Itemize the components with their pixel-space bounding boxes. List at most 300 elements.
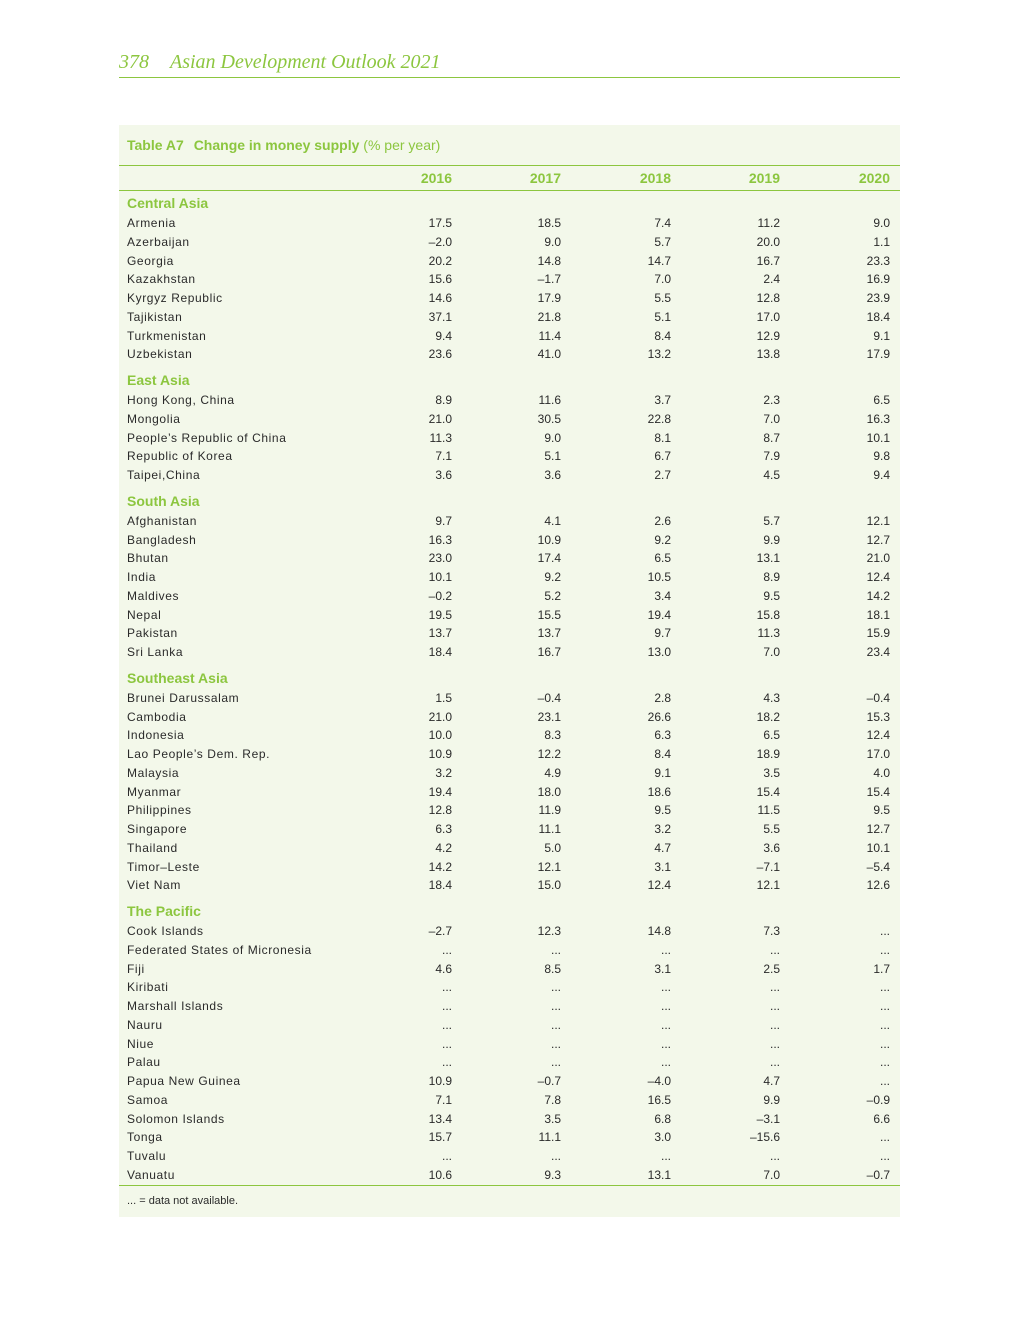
- value-cell: 9.5: [763, 588, 780, 603]
- value-cell: 14.7: [647, 253, 671, 268]
- table-row: [119, 430, 900, 448]
- table-caption: [127, 137, 440, 153]
- country-name: Fiji: [127, 961, 145, 976]
- value-cell: 17.0: [866, 747, 890, 761]
- value-cell: ...: [441, 1017, 452, 1032]
- value-cell: 9.4: [873, 468, 890, 482]
- value-cell: 6.3: [654, 728, 671, 743]
- value-cell: 12.6: [866, 878, 890, 893]
- value-cell: –0.4: [537, 690, 561, 705]
- value-cell: 4.1: [544, 513, 561, 528]
- country-name: Kiribati: [127, 980, 169, 995]
- country-name: Pakistan: [127, 626, 178, 641]
- value-cell: 6.8: [654, 1111, 671, 1126]
- value-cell: 8.4: [654, 328, 671, 343]
- table-row: [119, 513, 900, 531]
- value-cell: 12.1: [537, 859, 561, 874]
- table-row: [119, 821, 900, 839]
- value-cell: 20.2: [428, 253, 452, 268]
- value-cell: 6.5: [763, 728, 780, 743]
- value-cell: 23.0: [428, 551, 452, 566]
- table-bottom-rule: [119, 1185, 900, 1186]
- value-cell: 12.4: [866, 728, 890, 743]
- region-heading: The Pacific: [127, 903, 201, 919]
- value-cell: 10.6: [428, 1167, 452, 1182]
- value-cell: 16.7: [537, 645, 561, 659]
- value-cell: 9.4: [435, 328, 452, 343]
- table-row: [119, 1092, 900, 1110]
- value-cell: 2.7: [654, 468, 671, 482]
- value-cell: 6.3: [435, 822, 452, 836]
- value-cell: 8.5: [544, 961, 561, 976]
- table-row: [119, 1129, 900, 1147]
- value-cell: 4.2: [435, 840, 452, 855]
- table-row: [119, 271, 900, 289]
- value-cell: 16.9: [866, 272, 890, 287]
- value-cell: ...: [550, 999, 561, 1013]
- value-cell: ...: [441, 980, 452, 995]
- value-cell: –1.7: [537, 272, 561, 287]
- value-cell: 26.6: [647, 709, 671, 724]
- table-row: [119, 923, 900, 941]
- publication-title: Asian Development Outlook 2021: [170, 51, 441, 73]
- table-row: [119, 998, 900, 1016]
- footnote: ... = data not available.: [127, 1195, 238, 1207]
- value-cell: 22.8: [647, 411, 671, 426]
- value-cell: 7.0: [763, 1167, 780, 1182]
- value-cell: 18.5: [537, 216, 561, 230]
- value-cell: 15.4: [756, 784, 780, 799]
- value-cell: ...: [879, 980, 890, 995]
- value-cell: 12.1: [756, 878, 780, 893]
- value-cell: 14.2: [866, 588, 890, 603]
- table-panel: [119, 125, 900, 1217]
- table-row: [119, 840, 900, 858]
- table-row: [119, 1073, 900, 1091]
- value-cell: ...: [550, 1055, 561, 1070]
- country-name: Niue: [127, 1036, 155, 1051]
- value-cell: 1.1: [873, 234, 890, 249]
- value-cell: ...: [441, 942, 452, 957]
- table-title: Change in money supply: [193, 137, 360, 153]
- value-cell: 5.5: [654, 291, 671, 305]
- value-cell: 4.7: [763, 1074, 780, 1088]
- page-header: [119, 50, 900, 78]
- value-cell: 12.8: [756, 291, 780, 305]
- value-cell: ...: [879, 1017, 890, 1032]
- table-row: [119, 290, 900, 308]
- year-header: 2019: [748, 170, 780, 186]
- value-cell: 6.5: [654, 551, 671, 566]
- region-heading: Southeast Asia: [127, 669, 228, 686]
- value-cell: 11.6: [538, 393, 561, 407]
- value-cell: –0.7: [537, 1074, 561, 1088]
- value-cell: 4.6: [435, 961, 452, 976]
- table-row: [119, 727, 900, 745]
- table-row: [119, 1036, 900, 1054]
- value-cell: 2.8: [654, 690, 671, 705]
- year-header: 2018: [639, 170, 671, 186]
- year-header: 2017: [529, 170, 561, 186]
- value-cell: 13.1: [756, 551, 780, 566]
- value-cell: 15.3: [866, 709, 890, 724]
- value-cell: 12.1: [866, 513, 890, 528]
- table-row: [119, 1054, 900, 1072]
- value-cell: 20.0: [756, 234, 780, 249]
- value-cell: 10.0: [428, 728, 452, 743]
- value-cell: 10.5: [647, 570, 671, 584]
- table-row: [119, 588, 900, 606]
- value-cell: 11.1: [538, 822, 561, 836]
- value-cell: 12.3: [537, 924, 561, 938]
- table-row: [119, 644, 900, 662]
- value-cell: ...: [879, 1036, 890, 1051]
- country-name: Solomon Islands: [127, 1111, 225, 1126]
- table-row: [119, 532, 900, 550]
- country-name: Thailand: [127, 840, 178, 855]
- country-name: Tajikistan: [127, 309, 183, 324]
- value-cell: ...: [769, 942, 780, 957]
- value-cell: ...: [660, 1036, 671, 1051]
- value-cell: 5.1: [544, 449, 561, 464]
- country-name: Bangladesh: [127, 532, 197, 547]
- table-row: [119, 877, 900, 895]
- value-cell: ...: [550, 1036, 561, 1051]
- value-cell: 8.9: [435, 393, 452, 407]
- country-name: Marshall Islands: [127, 999, 224, 1013]
- value-cell: 5.7: [654, 234, 671, 249]
- table-row: [119, 961, 900, 979]
- value-cell: 12.7: [866, 532, 890, 547]
- table-row: [119, 309, 900, 327]
- country-name: Myanmar: [127, 784, 182, 799]
- value-cell: 13.1: [647, 1167, 671, 1182]
- value-cell: 9.8: [873, 449, 890, 464]
- value-cell: 19.4: [428, 784, 452, 799]
- value-cell: 11.3: [757, 626, 780, 641]
- value-cell: 41.0: [537, 347, 561, 362]
- value-cell: 10.1: [866, 430, 890, 445]
- country-name: Kazakhstan: [127, 272, 196, 287]
- table-row: [119, 1111, 900, 1129]
- table-row: [119, 467, 900, 485]
- country-name: Papua New Guinea: [127, 1074, 241, 1088]
- value-cell: ...: [441, 1149, 452, 1163]
- value-cell: 7.8: [544, 1092, 561, 1107]
- country-name: Philippines: [127, 803, 192, 818]
- value-cell: ...: [879, 1149, 890, 1163]
- country-name: Singapore: [127, 822, 188, 836]
- country-name: Bhutan: [127, 551, 169, 566]
- value-cell: 14.8: [647, 924, 671, 938]
- value-cell: ...: [769, 1017, 780, 1032]
- value-cell: 7.0: [763, 645, 780, 659]
- table-row: [119, 607, 900, 625]
- value-cell: –0.4: [866, 690, 890, 705]
- country-name: Turkmenistan: [127, 328, 207, 343]
- value-cell: 10.1: [428, 570, 452, 584]
- table-unit: (% per year): [363, 137, 441, 153]
- value-cell: 3.1: [654, 859, 671, 874]
- table-row: [119, 765, 900, 783]
- value-cell: ...: [879, 924, 890, 938]
- value-cell: ...: [769, 1149, 780, 1163]
- value-cell: 18.9: [756, 747, 780, 761]
- value-cell: 18.6: [647, 784, 671, 799]
- value-cell: 9.0: [873, 216, 890, 230]
- country-name: Taipei,China: [127, 468, 201, 482]
- country-name: Afghanistan: [127, 513, 197, 528]
- value-cell: 9.7: [654, 626, 671, 641]
- table-row: [119, 234, 900, 252]
- value-cell: 7.0: [654, 272, 671, 287]
- table-row: [119, 411, 900, 429]
- value-cell: 3.5: [544, 1111, 561, 1126]
- country-name: Vanuatu: [127, 1167, 176, 1182]
- value-cell: 21.0: [428, 411, 452, 426]
- value-cell: ...: [879, 999, 890, 1013]
- value-cell: –2.7: [428, 924, 452, 938]
- value-cell: 23.9: [866, 291, 890, 305]
- value-cell: 19.4: [647, 607, 671, 622]
- country-name: Armenia: [127, 216, 176, 230]
- value-cell: 23.4: [866, 645, 890, 659]
- value-cell: 9.1: [873, 328, 890, 343]
- value-cell: 21.0: [428, 709, 452, 724]
- table-row: [119, 746, 900, 764]
- country-name: Nauru: [127, 1017, 163, 1032]
- country-name: Mongolia: [127, 411, 181, 426]
- value-cell: 15.6: [428, 272, 452, 287]
- value-cell: 16.7: [756, 253, 780, 268]
- value-cell: 9.2: [544, 570, 561, 584]
- value-cell: 3.2: [654, 822, 671, 836]
- value-cell: –2.0: [428, 234, 452, 249]
- table-row: [119, 859, 900, 877]
- value-cell: 37.1: [428, 309, 452, 324]
- value-cell: 13.7: [428, 626, 452, 641]
- value-cell: 15.7: [428, 1130, 452, 1145]
- table-row: [119, 979, 900, 997]
- value-cell: 8.9: [763, 570, 780, 584]
- value-cell: ...: [550, 942, 561, 957]
- table-row: [119, 625, 900, 643]
- table-row: [119, 392, 900, 410]
- value-cell: 7.4: [654, 216, 671, 230]
- value-cell: ...: [441, 1055, 452, 1070]
- value-cell: 7.9: [763, 449, 780, 464]
- value-cell: 9.7: [435, 513, 452, 528]
- value-cell: 9.5: [873, 803, 890, 818]
- value-cell: 19.5: [428, 607, 452, 622]
- value-cell: 30.5: [537, 411, 561, 426]
- value-cell: 12.9: [756, 328, 780, 343]
- region-heading: Central Asia: [127, 195, 209, 211]
- value-cell: 5.1: [654, 309, 671, 324]
- value-cell: 10.1: [866, 840, 890, 855]
- country-name: Tonga: [127, 1130, 163, 1145]
- value-cell: 18.4: [866, 309, 890, 324]
- table-row: [119, 215, 900, 233]
- value-cell: 5.2: [544, 588, 561, 603]
- value-cell: 3.6: [544, 468, 561, 482]
- value-cell: 11.9: [538, 803, 561, 818]
- value-cell: 2.6: [654, 513, 671, 528]
- value-cell: 18.4: [428, 878, 452, 893]
- value-cell: –0.7: [866, 1167, 890, 1182]
- value-cell: 4.0: [873, 765, 890, 780]
- value-cell: 12.7: [866, 822, 890, 836]
- value-cell: 11.2: [757, 216, 780, 230]
- value-cell: 5.5: [763, 822, 780, 836]
- value-cell: 16.3: [428, 532, 452, 547]
- country-name: Brunei Darussalam: [127, 690, 240, 705]
- value-cell: 17.4: [537, 551, 561, 566]
- value-cell: 10.9: [428, 1074, 452, 1088]
- value-cell: 13.4: [428, 1111, 452, 1126]
- value-cell: 12.8: [428, 803, 452, 818]
- value-cell: 13.0: [647, 645, 671, 659]
- value-cell: 2.5: [763, 961, 780, 976]
- region-heading: South Asia: [127, 492, 200, 509]
- value-cell: ...: [879, 1130, 890, 1145]
- value-cell: 4.3: [763, 690, 780, 705]
- value-cell: 8.4: [654, 747, 671, 761]
- value-cell: 18.4: [428, 645, 452, 659]
- value-cell: 5.7: [763, 513, 780, 528]
- value-cell: ...: [660, 999, 671, 1013]
- country-name: Nepal: [127, 607, 162, 622]
- value-cell: 13.8: [756, 347, 780, 362]
- country-name: Hong Kong, China: [127, 393, 235, 407]
- value-cell: 11.3: [429, 430, 452, 445]
- value-cell: 3.0: [654, 1130, 671, 1145]
- value-cell: 2.3: [763, 393, 780, 407]
- value-cell: 9.0: [544, 234, 561, 249]
- value-cell: 14.2: [428, 859, 452, 874]
- year-header-row: [119, 166, 900, 190]
- value-cell: ...: [441, 1036, 452, 1051]
- value-cell: 3.7: [654, 393, 671, 407]
- value-cell: ...: [660, 1017, 671, 1032]
- value-cell: ...: [879, 1074, 890, 1088]
- value-cell: 7.3: [763, 924, 780, 938]
- table-row: [119, 1167, 900, 1185]
- value-cell: 9.0: [544, 430, 561, 445]
- value-cell: 9.9: [763, 1092, 780, 1107]
- value-cell: 3.2: [435, 765, 452, 780]
- value-cell: 2.4: [763, 272, 780, 287]
- value-cell: ...: [769, 1055, 780, 1070]
- value-cell: 4.7: [654, 840, 671, 855]
- value-cell: 23.3: [866, 253, 890, 268]
- value-cell: 15.4: [866, 784, 890, 799]
- value-cell: 15.8: [756, 607, 780, 622]
- page-number: 378: [119, 51, 149, 73]
- table-row: [119, 569, 900, 587]
- value-cell: 9.5: [654, 803, 671, 818]
- value-cell: 3.1: [654, 961, 671, 976]
- value-cell: 17.9: [866, 347, 890, 362]
- country-name: Kyrgyz Republic: [127, 291, 223, 305]
- value-cell: 7.1: [435, 1092, 452, 1107]
- value-cell: ...: [660, 1055, 671, 1070]
- value-cell: 16.5: [647, 1092, 671, 1107]
- value-cell: 12.4: [647, 878, 671, 893]
- country-name: Viet Nam: [127, 878, 181, 893]
- value-cell: ...: [879, 942, 890, 957]
- value-cell: 13.2: [647, 347, 671, 362]
- value-cell: 9.1: [654, 765, 671, 780]
- table-row: [119, 253, 900, 271]
- value-cell: 23.6: [428, 347, 452, 362]
- table-row: [119, 1017, 900, 1035]
- table-row: [119, 448, 900, 466]
- value-cell: ...: [550, 1149, 561, 1163]
- country-name: Georgia: [127, 253, 174, 268]
- table-row: [119, 690, 900, 708]
- value-cell: 13.7: [537, 626, 561, 641]
- value-cell: ...: [879, 1055, 890, 1070]
- value-cell: 6.5: [873, 393, 890, 407]
- value-cell: –4.0: [647, 1074, 671, 1088]
- year-header: 2016: [420, 170, 452, 186]
- country-name: Azerbaijan: [127, 234, 190, 249]
- country-name: Cambodia: [127, 709, 187, 724]
- value-cell: 18.0: [537, 784, 561, 799]
- value-cell: 3.6: [435, 468, 452, 482]
- value-cell: 17.0: [756, 309, 780, 324]
- country-name: Cook Islands: [127, 924, 204, 938]
- value-cell: 7.1: [435, 449, 452, 464]
- value-cell: 3.4: [654, 588, 671, 603]
- country-name: Republic of Korea: [127, 449, 233, 464]
- value-cell: 1.5: [435, 690, 452, 705]
- value-cell: ...: [660, 942, 671, 957]
- value-cell: 5.0: [544, 840, 561, 855]
- value-cell: 15.5: [537, 607, 561, 622]
- table-row: [119, 1148, 900, 1166]
- region-heading: East Asia: [127, 372, 190, 388]
- value-cell: 1.7: [873, 961, 890, 976]
- value-cell: 11.1: [538, 1130, 561, 1145]
- value-cell: ...: [660, 1149, 671, 1163]
- country-name: Maldives: [127, 588, 180, 603]
- value-cell: –7.1: [756, 859, 780, 874]
- country-name: Indonesia: [127, 728, 185, 743]
- value-cell: 6.7: [654, 449, 671, 464]
- value-cell: 21.0: [866, 551, 890, 566]
- table-row: [119, 784, 900, 802]
- country-name: Federated States of Micronesia: [127, 942, 312, 957]
- value-cell: 9.3: [544, 1167, 561, 1182]
- value-cell: 10.9: [428, 747, 452, 761]
- table-row: [119, 802, 900, 820]
- value-cell: 8.3: [544, 728, 561, 743]
- country-name: Malaysia: [127, 765, 180, 780]
- country-name: Sri Lanka: [127, 645, 184, 659]
- value-cell: 18.1: [866, 607, 890, 622]
- country-name: Lao People’s Dem. Rep.: [127, 747, 271, 761]
- value-cell: 21.8: [537, 309, 561, 324]
- value-cell: 15.0: [537, 878, 561, 893]
- value-cell: 3.6: [763, 840, 780, 855]
- value-cell: –0.9: [866, 1092, 890, 1107]
- value-cell: 11.5: [757, 803, 780, 818]
- country-name: Palau: [127, 1055, 161, 1070]
- header-bottom-rule: [119, 190, 900, 191]
- value-cell: 8.1: [654, 430, 671, 445]
